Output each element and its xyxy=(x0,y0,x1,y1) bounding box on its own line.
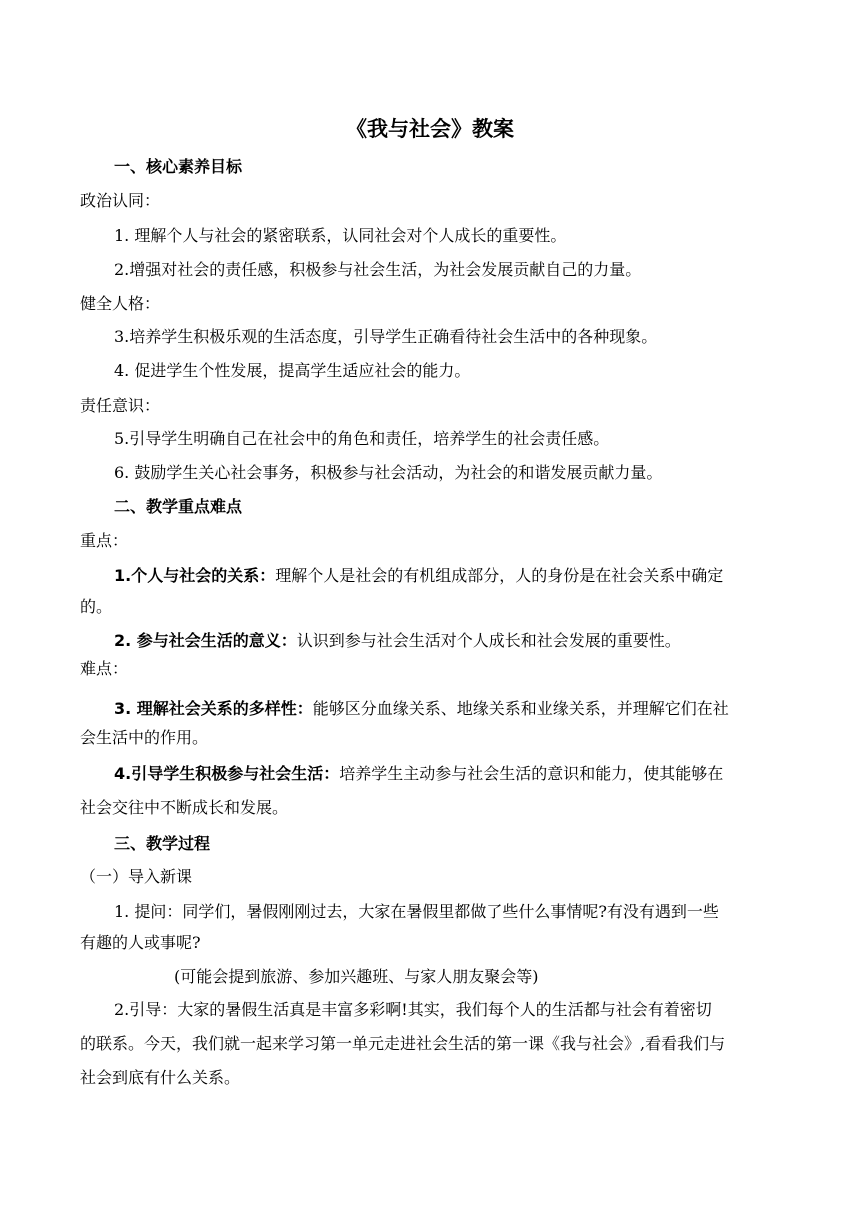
difficulty-4-text: 培养学生主动参与社会生活的意识和能力，使其能够在 xyxy=(339,764,724,783)
difficulty-3-text: 能够区分血缘关系、地缘关系和业缘关系，并理解它们在社 xyxy=(312,699,729,718)
key-point-1-text: 理解个人是社会的有机组成部分，人的身份是在社会关系中确定 xyxy=(275,566,724,585)
intro-question-1-continued: 有趣的人或事呢? xyxy=(80,933,201,952)
label-political-identity: 政治认同： xyxy=(80,191,161,210)
section-heading-process: 三、教学过程 xyxy=(114,834,211,853)
difficulty-4 xyxy=(114,763,723,785)
intro-guide-2: 2.引导：大家的暑假生活真是丰富多彩啊!其实，我们每个人的生活都与社会有着密切 xyxy=(114,1000,712,1019)
subsection-intro: （一）导入新课 xyxy=(80,867,193,886)
intro-question-1: 1. 提问：同学们，暑假刚刚过去，大家在暑假里都做了些什么事情呢?有没有遇到一些 xyxy=(114,902,719,921)
key-point-1-title: 1.个人与社会的关系： xyxy=(114,566,276,585)
objective-5: 5.引导学生明确自己在社会中的角色和责任，培养学生的社会责任感。 xyxy=(114,429,610,448)
difficulty-4-continued: 社会交往中不断成长和发展。 xyxy=(80,798,289,817)
label-responsibility: 责任意识： xyxy=(80,396,161,415)
objective-6: 6. 鼓励学生关心社会事务，积极参与社会活动，为社会的和谐发展贡献力量。 xyxy=(114,463,663,482)
document-title: 《我与社会》教案 xyxy=(346,117,514,141)
objective-1: 1. 理解个人与社会的紧密联系，认同社会对个人成长的重要性。 xyxy=(114,226,567,245)
key-point-2-text: 认识到参与社会生活对个人成长和社会发展的重要性。 xyxy=(296,631,681,650)
objective-2: 2.增强对社会的责任感，积极参与社会生活，为社会发展贡献自己的力量。 xyxy=(114,260,642,279)
label-healthy-personality: 健全人格： xyxy=(80,294,161,313)
section-heading-key-points: 二、教学重点难点 xyxy=(114,497,243,516)
objective-3: 3.培养学生积极乐观的生活态度，引导学生正确看待社会生活中的各种现象。 xyxy=(114,327,658,346)
difficulty-4-title: 4.引导学生积极参与社会生活： xyxy=(114,764,340,783)
intro-guide-2-continued-1: 的联系。今天，我们就一起来学习第一单元走进社会生活的第一课《我与社会》,看看我们与 xyxy=(80,1034,726,1053)
difficulty-3-continued: 会生活中的作用。 xyxy=(80,728,209,747)
intro-note: (可能会提到旅游、参加兴趣班、与家人朋友聚会等) xyxy=(174,967,539,986)
key-point-1-continued: 的。 xyxy=(80,597,113,616)
section-heading-objectives: 一、核心素养目标 xyxy=(114,157,243,176)
key-point-1 xyxy=(114,565,723,587)
label-difficulties: 难点： xyxy=(80,659,129,678)
objective-4: 4. 促进学生个性发展，提高学生适应社会的能力。 xyxy=(114,361,471,380)
difficulty-3 xyxy=(114,698,729,720)
label-key-points: 重点： xyxy=(80,531,129,550)
intro-guide-2-continued-2: 社会到底有什么关系。 xyxy=(80,1068,241,1087)
difficulty-3-title: 3. 理解社会关系的多样性： xyxy=(114,699,313,718)
key-point-2 xyxy=(114,630,681,652)
key-point-2-title: 2. 参与社会生活的意义： xyxy=(114,631,297,650)
